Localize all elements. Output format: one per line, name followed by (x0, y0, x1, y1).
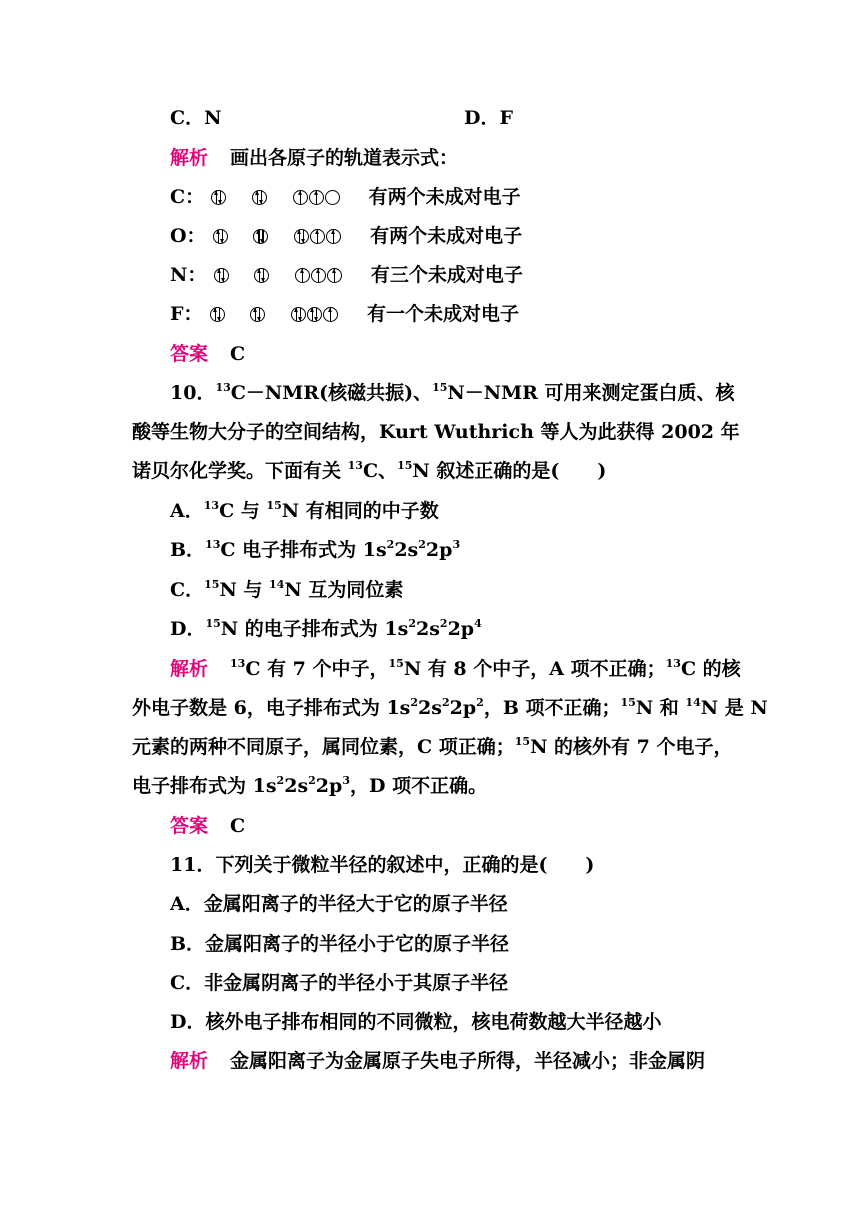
orbital-box-icon (254, 268, 269, 283)
q10-explanation-line4: 电子排布式为 $1s^22s^22p^3$，D 项不正确。 (132, 773, 488, 797)
orbital-box-icon (309, 190, 324, 205)
orbital-box-icon (213, 229, 228, 244)
q10-option-b: B．$^{13}$C 电子排布式为 $1s^22s^22p^3$ (170, 537, 461, 561)
q11-option-d: D．核外电子排布相同的不同微粒，核电荷数越大半径越小 (170, 1011, 662, 1033)
orbital-box-icon (326, 229, 341, 244)
q11-explanation: 解析 金属阳离子为金属原子失电子所得，半径减小；非金属阴 (170, 1050, 706, 1072)
orbital-box-icon (311, 268, 326, 283)
orbital-box-icon (307, 307, 322, 322)
orbital-box-icon (210, 307, 225, 322)
orbital-box-icon (323, 307, 338, 322)
orbital-box-icon (310, 229, 325, 244)
q10-stem-line3: 诺贝尔化学奖。下面有关 $^{13}$C、$^{15}$N 叙述正确的是( ) (132, 458, 607, 482)
orbital-row-c: C： 有两个未成对电子 (170, 186, 521, 208)
q9-answer: 答案 C (170, 343, 246, 365)
q11-option-a: A．金属阳离子的半径大于它的原子半径 (170, 893, 508, 915)
q11-option-c: C．非金属阴离子的半径小于其原子半径 (170, 972, 509, 994)
q10-answer: 答案 C (170, 815, 246, 837)
q11-stem: 11．下列关于微粒半径的叙述中，正确的是( ) (170, 854, 595, 876)
orbital-box-icon (293, 190, 308, 205)
orbital-box-icon (294, 229, 309, 244)
q10-stem-line1: 10．$^{13}$C－NMR(核磁共振)、$^{15}$N－NMR 可用来测定蛋白质、核 (170, 380, 735, 404)
q10-explanation-line2: 外电子数是 6，电子排布式为 $1s^22s^22p^2$，B 项不正确；$^{15}$N 和 $^{14}$N 是 N (132, 695, 768, 719)
orbital-box-icon (291, 307, 306, 322)
orbital-row-f: F： 有一个未成对电子 (170, 303, 520, 325)
q10-explanation-line1: 解析 $^{13}$C 有 7 个中子，$^{15}$N 有 8 个中子，A 项不正确；$^{13}$C 的核 (170, 656, 741, 680)
q10-option-c: C．$^{15}$N 与 $^{14}$N 互为同位素 (170, 577, 404, 601)
orbital-row-o: O： 有两个未成对电子 (170, 225, 523, 247)
q10-option-a: A．$^{13}$C 与 $^{15}$N 有相同的中子数 (170, 498, 439, 522)
orbital-box-icon (214, 268, 229, 283)
orbital-row-n: N： 有三个未成对电子 (170, 264, 523, 286)
q10-option-d: D．$^{15}$N 的电子排布式为 $1s^22s^22p^4$ (170, 616, 482, 640)
explanation-tag: 解析 (170, 658, 209, 680)
q11-option-b: B．金属阳离子的半径小于它的原子半径 (170, 933, 510, 955)
orbital-box-icon (327, 268, 342, 283)
q9-option-c: C．N (170, 107, 222, 129)
q10-stem-line2: 酸等生物大分子的空间结构，Kurt Wuthrich 等人为此获得 2002 年 (132, 421, 740, 443)
orbital-box-icon (253, 229, 268, 244)
answer-tag: 答案 (170, 343, 209, 365)
explanation-tag: 解析 (170, 1050, 209, 1072)
answer-tag: 答案 (170, 815, 209, 837)
q10-explanation-line3: 元素的两种不同原子，属同位素，C 项正确；$^{15}$N 的核外有 7 个电子， (132, 734, 733, 758)
orbital-box-icon (325, 190, 340, 205)
orbital-box-icon (250, 307, 265, 322)
orbital-box-icon (252, 190, 267, 205)
q9-explanation-intro: 解析 画出各原子的轨道表示式： (170, 147, 459, 169)
q9-option-d: D．F (464, 107, 513, 129)
orbital-box-icon (295, 268, 310, 283)
orbital-box-icon (211, 190, 226, 205)
explanation-tag: 解析 (170, 147, 209, 169)
